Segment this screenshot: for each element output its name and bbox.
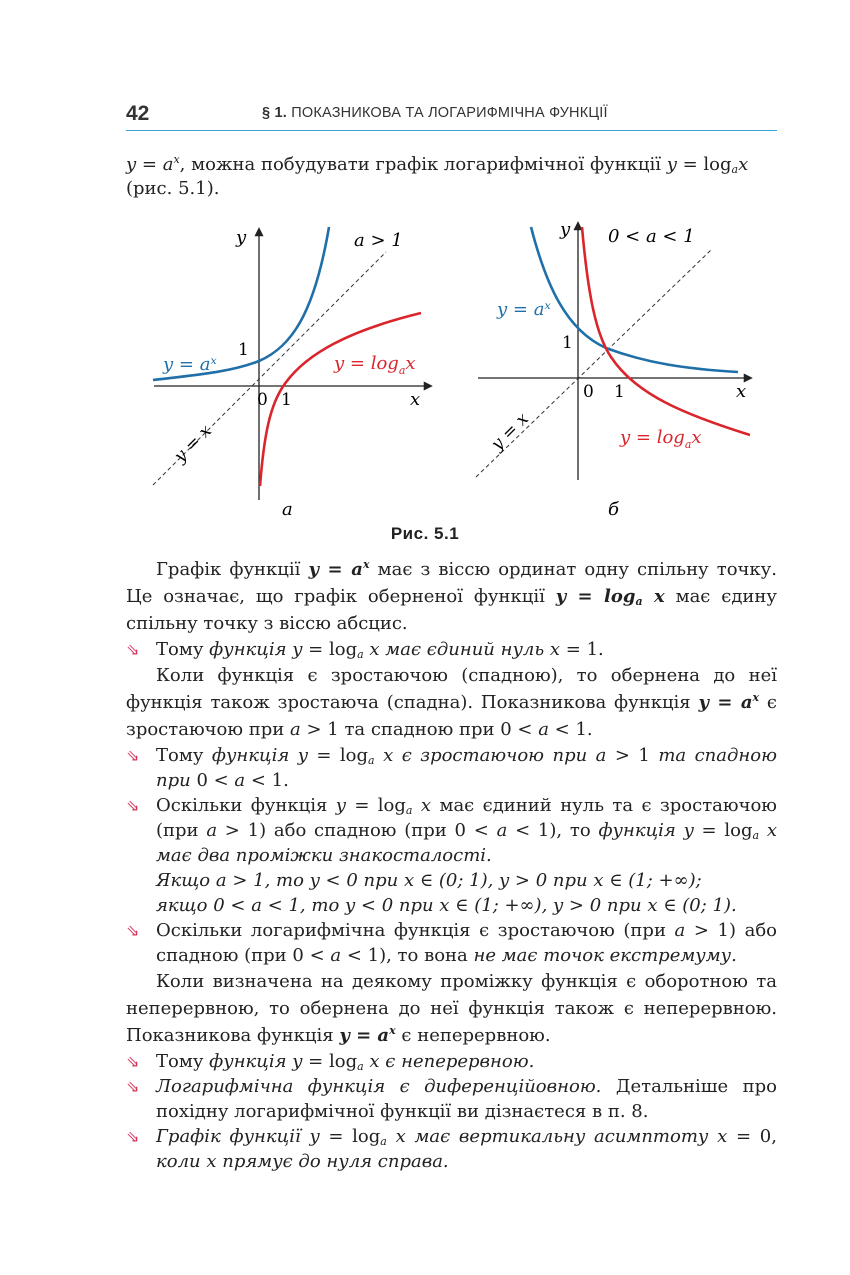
bullet-6: ⇘ Логарифмічна функція є диференційовною. Детальніше про похідну логарифмічної функції ви дізнаєтеся в п. 8. (126, 1076, 777, 1122)
bullet-1: ⇘ Тому функція $y = \log_a x$ має єдиний нуль x = 1. (126, 639, 604, 661)
intro-paragraph: $y = a^x$, можна побудувати графік логарифмічної функції $y = \log_ax$ (рис. 5.1). (126, 153, 749, 199)
bullet-arrow-icon: ⇘ (126, 796, 140, 815)
panel-a-origin: 0 (257, 390, 268, 410)
sign-intervals-a-lt-1: якщо 0 < a < 1, то y < 0 при x ∈ (1; +∞), y > 0 при x ∈ (0; 1). (156, 895, 737, 916)
bullet-5: ⇘ Тому функція $y = \log_a x$ є неперервною. (126, 1051, 535, 1073)
bullet-2: ⇘ Тому функція $y = \log_a x$ є зростаючою при a > 1 та спадною при 0 < a < 1. (126, 745, 777, 791)
bullet-arrow-icon: ⇘ (126, 640, 140, 659)
bullet-arrow-icon: ⇘ (126, 1052, 140, 1071)
panel-a-caption: а (282, 499, 293, 520)
panel-a-y-label: y (236, 227, 247, 248)
panel-a-log-label: $y = \log_ax$ (334, 353, 416, 377)
page-header (126, 100, 777, 131)
sign-intervals-a-gt-1: Якщо a > 1, то y < 0 при x ∈ (0; 1), y > 0 при x ∈ (1; +∞); (156, 870, 702, 891)
bullet-4: ⇘ Оскільки логарифмічна функція є зростаючою (при a > 1) або спадною (при 0 < a < 1), то вона не має точок екстремуму. (126, 920, 778, 966)
section-mark: § 1. (262, 105, 287, 121)
panel-a-identity-label: y = x (170, 421, 216, 467)
panel-b-condition: 0 < a < 1 (608, 226, 695, 247)
panel-b-identity-label: y = x (487, 409, 533, 455)
paragraph-3: Коли визначена на деякому проміжку функція є оборотною та неперервною, то обернена до неї функція також є неперервною. Показникова функція $y = a^x$ є неперервною. (126, 971, 777, 1046)
panel-b-log-curve (582, 227, 750, 435)
panel-a-condition: a > 1 (354, 230, 403, 251)
bullet-3: ⇘ Оскільки функція $y = \log_a x$ має єдиний нуль та є зростаючою (при a > 1) або спадною (при 0 < a < 1), то функція $y = \log_a x$ має два проміжки знакосталості. (126, 795, 777, 866)
figure-caption: Рис. 5.1 (390, 524, 460, 543)
panel-b-x-label: x (736, 381, 747, 402)
panel-a-x-label: x (410, 389, 421, 410)
bullet-arrow-icon: ⇘ (126, 1077, 140, 1096)
panel-b-one-x: 1 (614, 382, 625, 402)
panel-b-one-y: 1 (562, 333, 573, 353)
figure-5-1 (126, 215, 777, 535)
paragraph-2: Коли функція є зростаючою (спадною), то обернена до неї функція також зростаюча (спадна). Показникова функція $y = a^x$ є зростаючою при a > 1 та спадною при 0 < a < 1. (126, 665, 777, 740)
panel-a-exp-label: y = aˣ (163, 354, 217, 375)
page-number: 42 (126, 102, 150, 125)
panel-a-one-x: 1 (281, 390, 292, 410)
bullet-arrow-icon: ⇘ (126, 921, 140, 940)
paragraph-1: Графік функції $y = a^x$ має з віссю ординат одну спільну точку. Це означає, що графік оберненої функції $y = \log_a x$ має єдину спільну точку з віссю абсцис. (126, 558, 777, 634)
panel-a (153, 227, 431, 520)
panel-b (476, 219, 751, 520)
panel-b-caption: б (608, 499, 619, 520)
bullet-arrow-icon: ⇘ (126, 746, 140, 765)
bullet-arrow-icon: ⇘ (126, 1127, 140, 1146)
bullet-7: ⇘ Графік функції $y = \log_a x$ має вертикальну асимптоту x = 0, коли x прямує до нуля справа. (126, 1126, 777, 1172)
panel-b-origin: 0 (583, 382, 594, 402)
panel-b-y-label: y (560, 219, 571, 240)
panel-b-log-label: $y = \log_ax$ (620, 427, 702, 451)
panel-a-one-y: 1 (238, 340, 249, 360)
panel-b-exp-label: y = aˣ (497, 299, 551, 320)
body-text (126, 556, 777, 1174)
running-title (262, 105, 608, 121)
section-title: ПОКАЗНИКОВА ТА ЛОГАРИФМІЧНА ФУНКЦІЇ (291, 105, 608, 121)
